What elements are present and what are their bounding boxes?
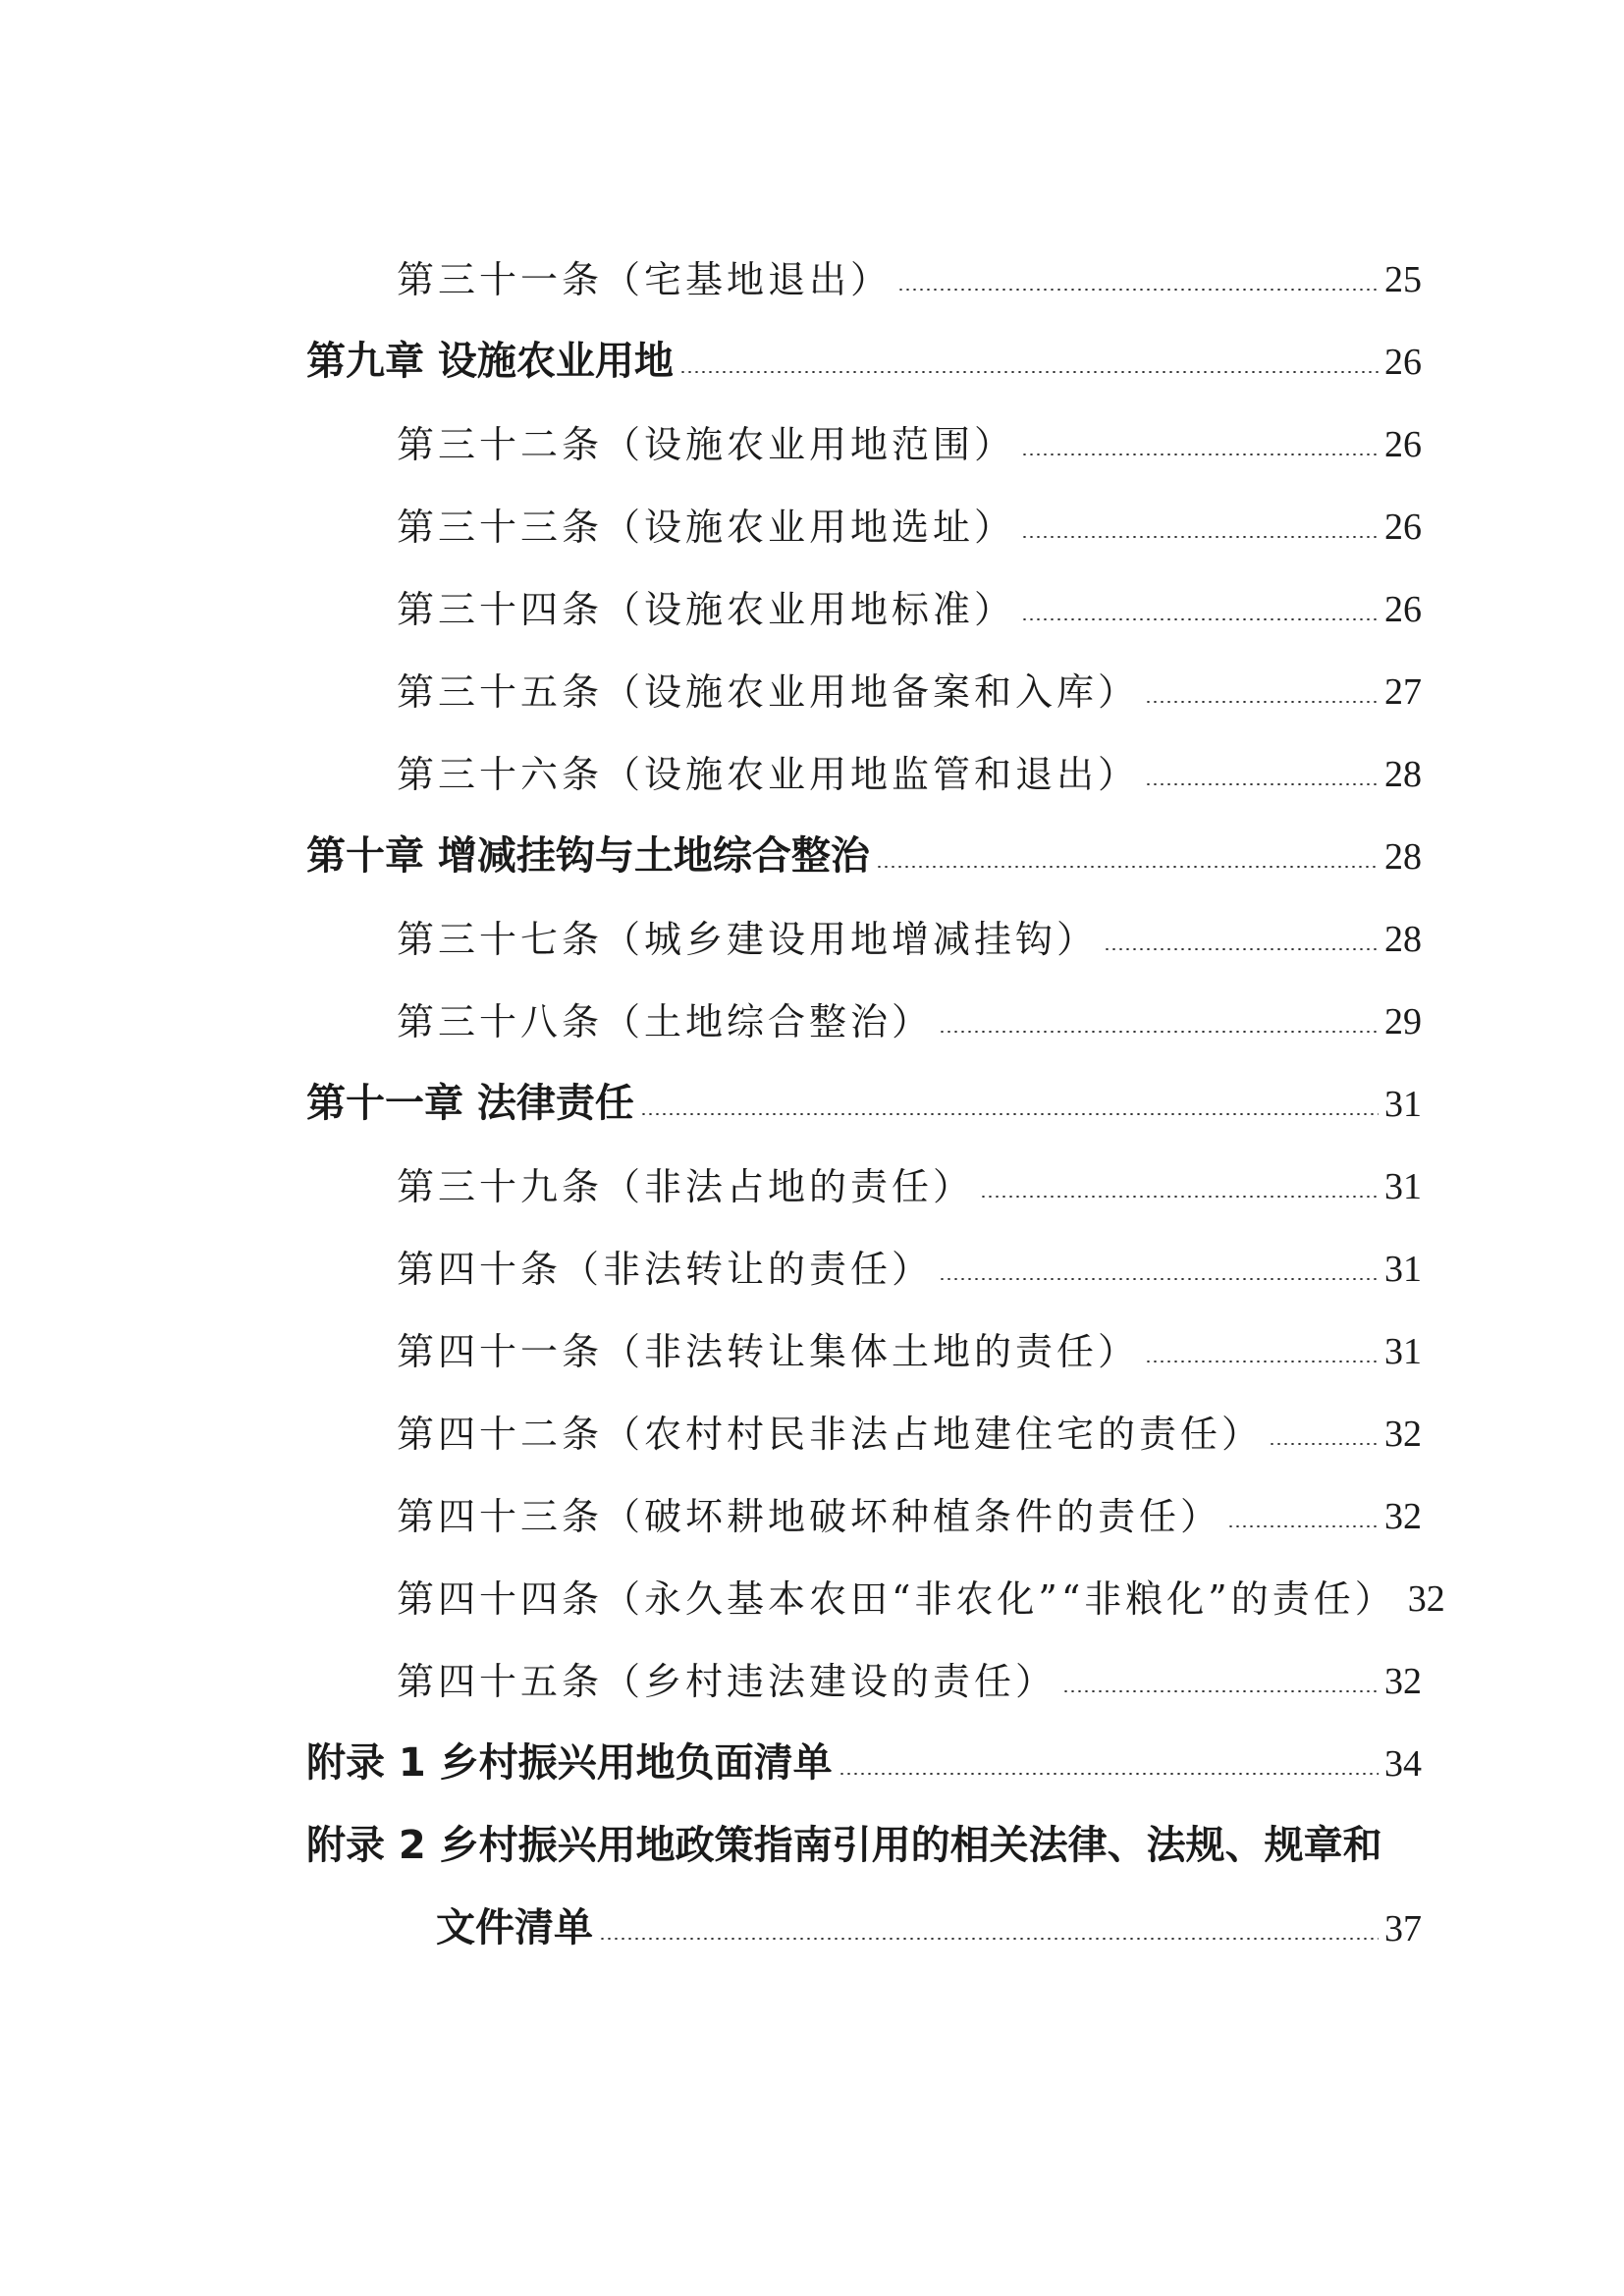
toc-entry-page: 26 — [1384, 342, 1422, 383]
toc-entry-page: 28 — [1384, 836, 1422, 878]
toc-entry-title: 第三十四条（设施农业用地标准） — [397, 588, 1016, 631]
toc-entry-page: 31 — [1384, 1331, 1422, 1372]
toc-entry-page: 32 — [1384, 1661, 1422, 1702]
dot-leader — [679, 371, 1379, 373]
toc-entry-article-39[interactable] — [397, 1156, 1422, 1219]
toc-entry-page: 34 — [1384, 1743, 1422, 1785]
toc-entry-page: 26 — [1384, 589, 1422, 630]
toc-entry-title: 第十章 增减挂钩与土地综合整治 — [306, 833, 870, 879]
toc-entry-chapter-11[interactable] — [306, 1074, 1422, 1137]
toc-entry-title: 第四十二条（农村村民非法占地建住宅的责任） — [397, 1413, 1264, 1456]
toc-entry-article-41[interactable] — [397, 1321, 1422, 1384]
dot-leader — [876, 866, 1379, 868]
toc-entry-article-32[interactable] — [397, 414, 1422, 477]
toc-entry-title: 附录 1 乡村振兴用地负面清单 — [306, 1740, 833, 1786]
toc-entry-page: 32 — [1384, 1496, 1422, 1537]
toc-entry-page: 26 — [1384, 424, 1422, 465]
toc-entry-article-34[interactable] — [397, 579, 1422, 642]
toc-entry-page: 25 — [1384, 259, 1422, 300]
toc-entry-title: 第九章 设施农业用地 — [306, 339, 674, 384]
toc-entry-title: 第三十五条（设施农业用地备案和入库） — [397, 670, 1140, 714]
toc-entry-appendix-1[interactable] — [306, 1734, 1422, 1796]
toc-entry-title: 第三十三条（设施农业用地选址） — [397, 506, 1016, 549]
toc-entry-article-31[interactable] — [397, 249, 1422, 312]
toc-entry-title: 第三十七条（城乡建设用地增减挂钩） — [397, 918, 1099, 961]
toc-entry-title: 第四十三条（破坏耕地破坏种植条件的责任） — [397, 1495, 1222, 1538]
dot-leader — [1062, 1690, 1379, 1692]
toc-entry-chapter-10[interactable] — [306, 827, 1422, 889]
dot-leader — [980, 1196, 1379, 1198]
dot-leader — [939, 1031, 1379, 1033]
dot-leader — [1227, 1525, 1379, 1527]
toc-entry-page: 31 — [1384, 1084, 1422, 1125]
toc-entry-page: 31 — [1384, 1166, 1422, 1207]
toc-entry-page: 27 — [1384, 671, 1422, 713]
toc-entry-title: 第四十五条（乡村违法建设的责任） — [397, 1660, 1057, 1703]
dot-leader — [1145, 701, 1379, 703]
toc-entry-title: 第四十一条（非法转让集体土地的责任） — [397, 1330, 1140, 1373]
dot-leader — [1145, 783, 1379, 785]
toc-entry-page: 32 — [1384, 1414, 1422, 1455]
dot-leader — [1021, 618, 1379, 620]
toc-entry-title: 第三十六条（设施农业用地监管和退出） — [397, 753, 1140, 796]
toc-entry-page: 28 — [1384, 754, 1422, 795]
toc-entry-page: 28 — [1384, 919, 1422, 960]
toc-entry-page: 31 — [1384, 1249, 1422, 1290]
dot-leader — [939, 1278, 1379, 1280]
toc-entry-title: 第三十一条（宅基地退出） — [397, 258, 893, 301]
toc-entry-title: 第三十二条（设施农业用地范围） — [397, 423, 1016, 466]
toc-entry-page: 26 — [1384, 507, 1422, 548]
toc-entry-article-40[interactable] — [397, 1239, 1422, 1302]
toc-entry-article-45[interactable] — [397, 1651, 1422, 1714]
toc-entry-article-36[interactable] — [397, 744, 1422, 807]
dot-leader — [1104, 948, 1379, 950]
dot-leader — [1269, 1443, 1379, 1445]
toc-entry-page: 37 — [1384, 1908, 1422, 1949]
toc-entry-article-37[interactable] — [397, 909, 1422, 972]
toc-entry-title: 第四十四条（永久基本农田“非农化”“非粮化”的责任） — [397, 1577, 1396, 1621]
toc-entry-article-35[interactable] — [397, 662, 1422, 724]
toc-entry-article-44[interactable] — [397, 1569, 1445, 1631]
dot-leader — [1021, 536, 1379, 538]
toc-entry-title: 第四十条（非法转让的责任） — [397, 1248, 934, 1291]
toc-entry-chapter-9[interactable] — [306, 332, 1422, 395]
dot-leader — [1021, 454, 1379, 455]
dot-leader — [839, 1773, 1379, 1775]
toc-entry-article-43[interactable] — [397, 1486, 1422, 1549]
toc-entry-page: 29 — [1384, 1001, 1422, 1042]
toc-entry-article-33[interactable] — [397, 497, 1422, 560]
toc-entry-title: 文件清单 — [436, 1905, 593, 1950]
dot-leader — [640, 1113, 1379, 1115]
toc-entry-title: 第十一章 法律责任 — [306, 1081, 634, 1126]
toc-entry-appendix-2[interactable] — [306, 1816, 1422, 1879]
toc-entry-title: 第三十八条（土地综合整治） — [397, 1000, 934, 1043]
toc-entry-article-38[interactable] — [397, 991, 1422, 1054]
dot-leader — [897, 289, 1379, 291]
dot-leader — [599, 1938, 1379, 1940]
toc-entry-page: 32 — [1407, 1578, 1445, 1620]
dot-leader — [1145, 1361, 1379, 1362]
toc-entry-article-42[interactable] — [397, 1404, 1422, 1467]
toc-entry-title: 第三十九条（非法占地的责任） — [397, 1165, 975, 1208]
toc-entry-title: 附录 2 乡村振兴用地政策指南引用的相关法律、法规、规章和 — [306, 1823, 1382, 1868]
toc-entry-appendix-2-continued[interactable] — [436, 1898, 1422, 1961]
